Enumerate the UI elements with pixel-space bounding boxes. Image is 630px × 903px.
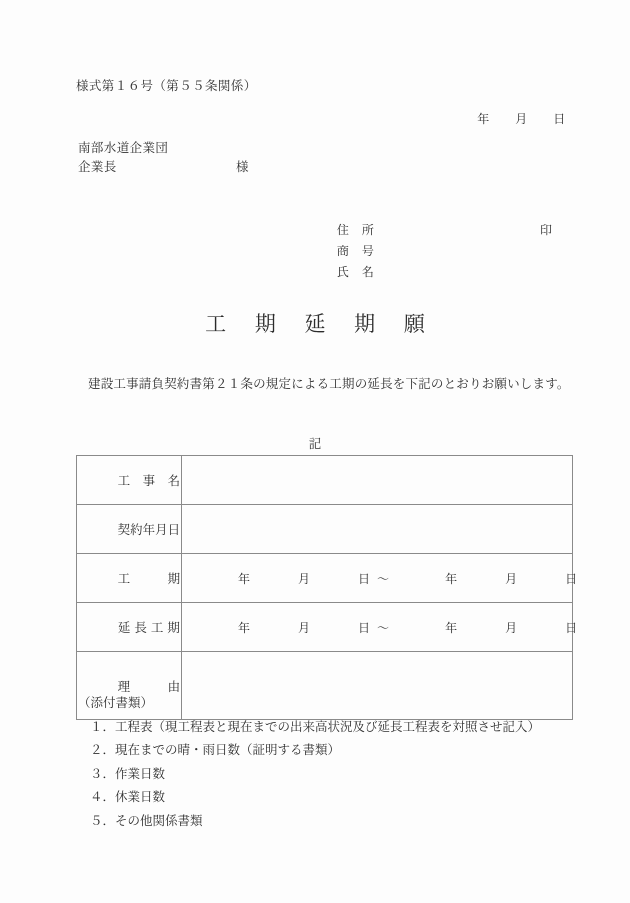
applicant-block <box>314 199 553 279</box>
table-row <box>77 554 573 603</box>
row-label-text: 理 由 <box>117 678 181 694</box>
row-label-kouki <box>77 554 182 603</box>
applicant-company-label: 商 号 <box>336 244 375 258</box>
applicant-address-label: 住 所 <box>336 223 375 237</box>
enchou-day-from: 日 <box>358 620 371 635</box>
date-range-kouki <box>182 570 578 587</box>
applicant-address-row <box>314 199 375 237</box>
date-year-label: 年 <box>477 112 490 126</box>
kouki-day-from: 日 <box>358 571 371 586</box>
date-line <box>462 101 565 137</box>
ki-marker: 記 <box>308 436 322 451</box>
applicant-name-row <box>314 241 375 279</box>
row-value-enchou-kouki[interactable] <box>182 603 578 652</box>
row-label-text: 工 期 <box>117 571 181 586</box>
table-row <box>77 505 573 554</box>
list-item: ３．作業日数 <box>90 765 166 781</box>
addressee-title: 企業長 <box>78 159 117 174</box>
table-row <box>77 456 573 505</box>
addressee-organization: 南部水道企業団 <box>78 140 169 155</box>
addressee-honorific: 様 <box>236 159 249 174</box>
attachments-heading: （添付書類） <box>78 695 154 710</box>
form-number: 様式第１６号（第５５条関係） <box>76 78 257 93</box>
kouki-day-to: 日 <box>565 571 578 586</box>
row-label-text: 契約年月日 <box>117 522 181 537</box>
kouki-year-from: 年 <box>238 571 251 586</box>
row-value-koujimei[interactable] <box>182 456 573 505</box>
applicant-company-row <box>314 220 553 258</box>
kouki-month-from: 月 <box>298 571 311 586</box>
row-value-kouki[interactable] <box>182 554 578 603</box>
enchou-year-from: 年 <box>238 620 251 635</box>
row-label-koujimei <box>77 456 182 505</box>
enchou-month-from: 月 <box>298 620 311 635</box>
row-label-text: 工 事 名 <box>117 473 181 488</box>
form-table <box>76 455 578 720</box>
date-day-label: 日 <box>553 112 566 126</box>
date-range-enchou <box>182 619 578 636</box>
list-item: ５．その他関係書類 <box>90 812 203 828</box>
kouki-month-to: 月 <box>505 571 518 586</box>
kouki-range-tilde: ～ <box>377 571 390 586</box>
enchou-day-to: 日 <box>565 620 578 635</box>
row-value-keiyaku-date[interactable] <box>182 505 573 554</box>
row-label-keiyaku-date <box>77 505 182 554</box>
enchou-range-tilde: ～ <box>377 620 390 635</box>
enchou-year-to: 年 <box>445 620 458 635</box>
row-label-enchou-kouki <box>77 603 182 652</box>
list-item: ４．休業日数 <box>90 789 166 804</box>
document-title: 工 期 延 期 願 <box>205 312 436 336</box>
seal-mark: 印 <box>540 223 553 237</box>
date-month-label: 月 <box>515 112 528 126</box>
list-item: １．工程表（現工程表と現在までの出来高状況及び延長工程表を対照させ記入） <box>90 718 541 734</box>
row-label-text: 延 長 工 期 <box>117 620 180 635</box>
attachments-section <box>78 697 540 827</box>
list-item: ２．現在までの晴・雨日数（証明する書類） <box>90 742 341 757</box>
body-text: 建設工事請負契約書第２１条の規定による工期の延長を下記のとおりお願いします。 <box>88 376 570 391</box>
kouki-year-to: 年 <box>445 571 458 586</box>
enchou-month-to: 月 <box>505 620 518 635</box>
table-row <box>77 603 573 652</box>
applicant-name-label: 氏 名 <box>336 265 375 279</box>
